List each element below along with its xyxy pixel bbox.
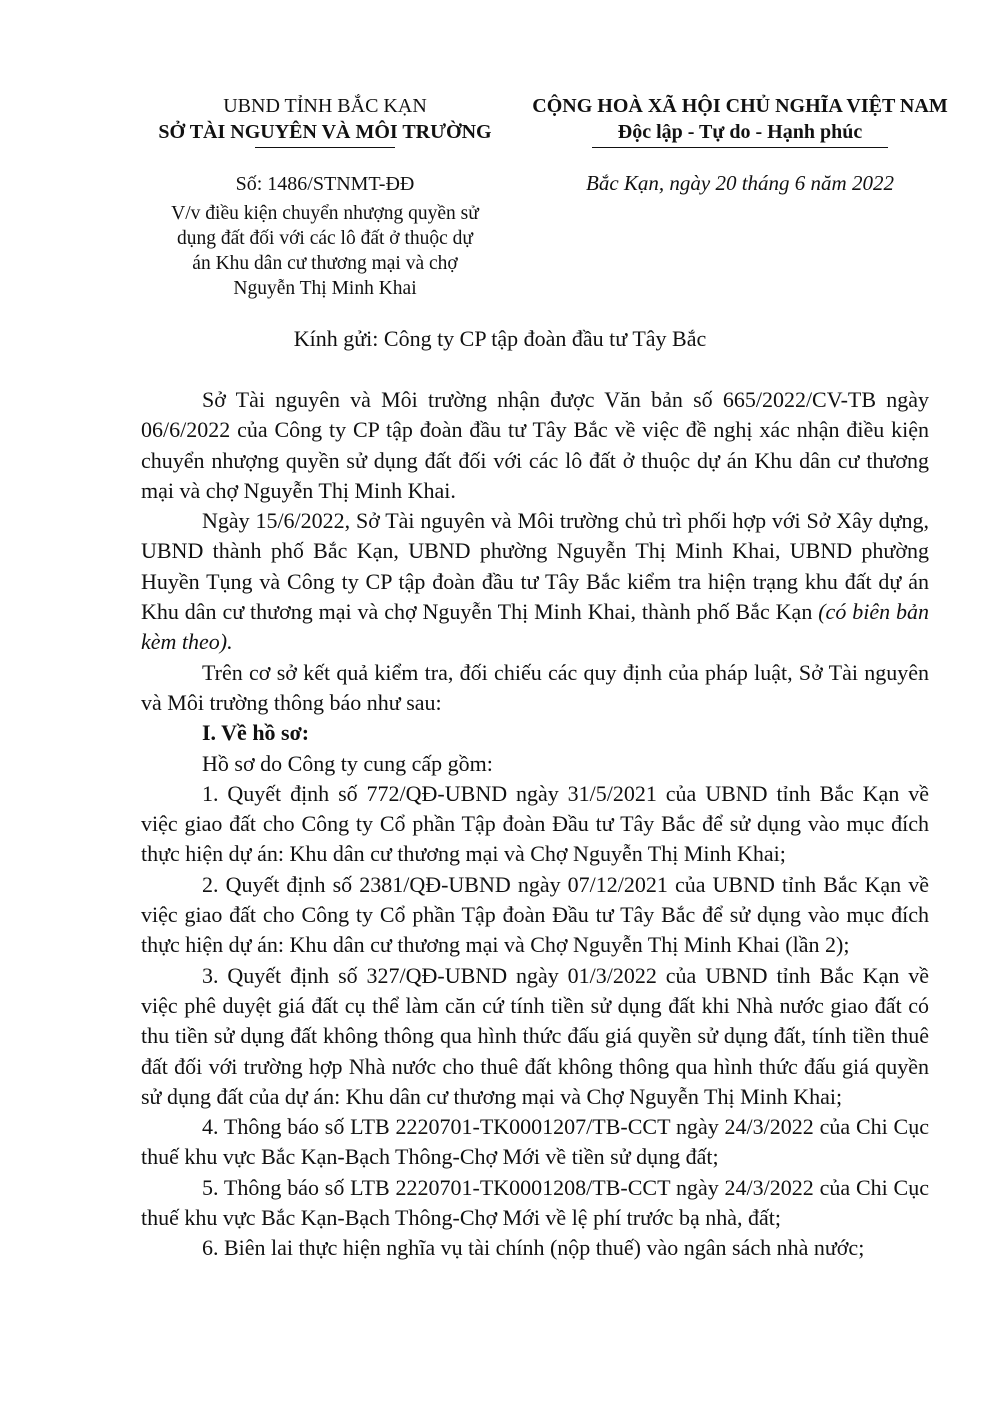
document-body <box>141 385 929 1264</box>
body-paragraph: Trên cơ sở kết quả kiểm tra, đối chiếu các quy định của pháp luật, Sở Tài nguyên và Môi trường thông báo như sau: <box>141 659 929 715</box>
section-heading: I. Về hồ sơ: <box>202 720 310 746</box>
list-item: 6. Biên lai thực hiện nghĩa vụ tài chính (nộp thuế) vào ngân sách nhà nước; <box>202 1235 865 1261</box>
list-item: 5. Thông báo số LTB 2220701-TK0001208/TB-CCT ngày 24/3/2022 của Chi Cục thuế khu vực Bắc Kạn-Bạch Thông-Chợ Mới về lệ phí trước bạ nhà, đất; <box>141 1174 929 1231</box>
national-title: CỘNG HOÀ XÃ HỘI CHỦ NGHĨA VIỆT NAM <box>532 95 948 117</box>
attachment-note: (có biên bản kèm theo). <box>141 599 930 655</box>
subject-line: Nguyễn Thị Minh Khai <box>233 278 417 299</box>
document-number: Số: 1486/STNMT-ĐĐ <box>235 173 415 195</box>
list-item: 4. Thông báo số LTB 2220701-TK0001207/TB-CCT ngày 24/3/2022 của Chi Cục thuế khu vực Bắc Kạn-Bạch Thông-Chợ Mới về tiền sử dụng đất; <box>141 1114 929 1170</box>
list-item: 1. Quyết định số 772/QĐ-UBND ngày 31/5/2021 của UBND tỉnh Bắc Kạn về việc giao đất cho Công ty Cổ phần Tập đoàn Đầu tư Tây Bắc để sử dụng vào mục đích thực hiện dự án: Khu dân cư thương mại và Chợ Nguyễn Thị Minh Khai; <box>141 780 929 867</box>
subject-line: án Khu dân cư thương mại và chợ <box>192 253 458 274</box>
list-item: 3. Quyết định số 327/QĐ-UBND ngày 01/3/2022 của UBND tỉnh Bắc Kạn về việc phê duyệt giá đất cụ thể làm căn cứ tính tiền sử dụng đất khi Nhà nước giao đất có thu tiền sử dụng đất không thông qua hình thức đấu giá quyền sử dụng đất, tính tiền thuê đất đối với trường hợp Nhà nước cho thuê đất không thông qua hình thức đấu giá quyền sử dụng đất của dự án: Khu dân cư thương mại và Chợ Nguyễn Thị Minh Khai; <box>141 962 929 1109</box>
motto-underline <box>592 147 888 148</box>
subject-line: dụng đất đối với các lô đất ở thuộc dự <box>176 228 473 249</box>
provincial-committee-name: UBND TỈNH BẮC KẠN <box>223 95 427 117</box>
list-item: 2. Quyết định số 2381/QĐ-UBND ngày 07/12/2021 của UBND tỉnh Bắc Kạn về việc giao đất cho Công ty Cổ phần Tập đoàn Đầu tư Tây Bắc để sử dụng vào mục đích thực hiện dự án: Khu dân cư thương mại và Chợ Nguyễn Thị Minh Khai (lần 2); <box>141 871 929 958</box>
document-subject <box>130 201 520 301</box>
issuing-agency-block <box>130 93 520 148</box>
national-title-block <box>520 93 960 148</box>
body-paragraph: Sở Tài nguyên và Môi trường nhận được Văn bản số 665/2022/CV-TB ngày 06/6/2022 của Công ty CP tập đoàn đầu tư Tây Bắc về việc đề nghị xác nhận điều kiện chuyển nhượng quyền sử dụng đất đối với các lô đất ở thuộc dự án Khu dân cư thương mại và chợ Nguyễn Thị Minh Khai. <box>141 387 929 503</box>
place-and-date: Bắc Kạn, ngày 20 tháng 6 năm 2022 <box>586 171 894 195</box>
department-name: SỞ TÀI NGUYÊN VÀ MÔI TRƯỜNG <box>158 121 492 143</box>
list-intro: Hồ sơ do Công ty cung cấp gồm: <box>202 750 493 776</box>
subject-line: V/v điều kiện chuyển nhượng quyền sử <box>171 203 479 224</box>
recipient-line: Kính gửi: Công ty CP tập đoàn đầu tư Tây Bắc <box>293 326 707 351</box>
body-paragraph-text: Ngày 15/6/2022, Sở Tài nguyên và Môi trường chủ trì phối hợp với Sở Xây dựng, UBND thành phố Bắc Kạn, UBND phường Nguyễn Thị Minh Khai, UBND phường Huyền Tụng và Công ty CP tập đoàn đầu tư Tây Bắc kiểm tra hiện trạng khu đất dự án Khu dân cư thương mại và chợ Nguyễn Thị Minh Khai, thành phố Bắc Kạn <box>141 508 929 625</box>
national-motto: Độc lập - Tự do - Hạnh phúc <box>617 121 863 143</box>
body-paragraph <box>141 506 929 657</box>
department-underline <box>255 147 395 148</box>
